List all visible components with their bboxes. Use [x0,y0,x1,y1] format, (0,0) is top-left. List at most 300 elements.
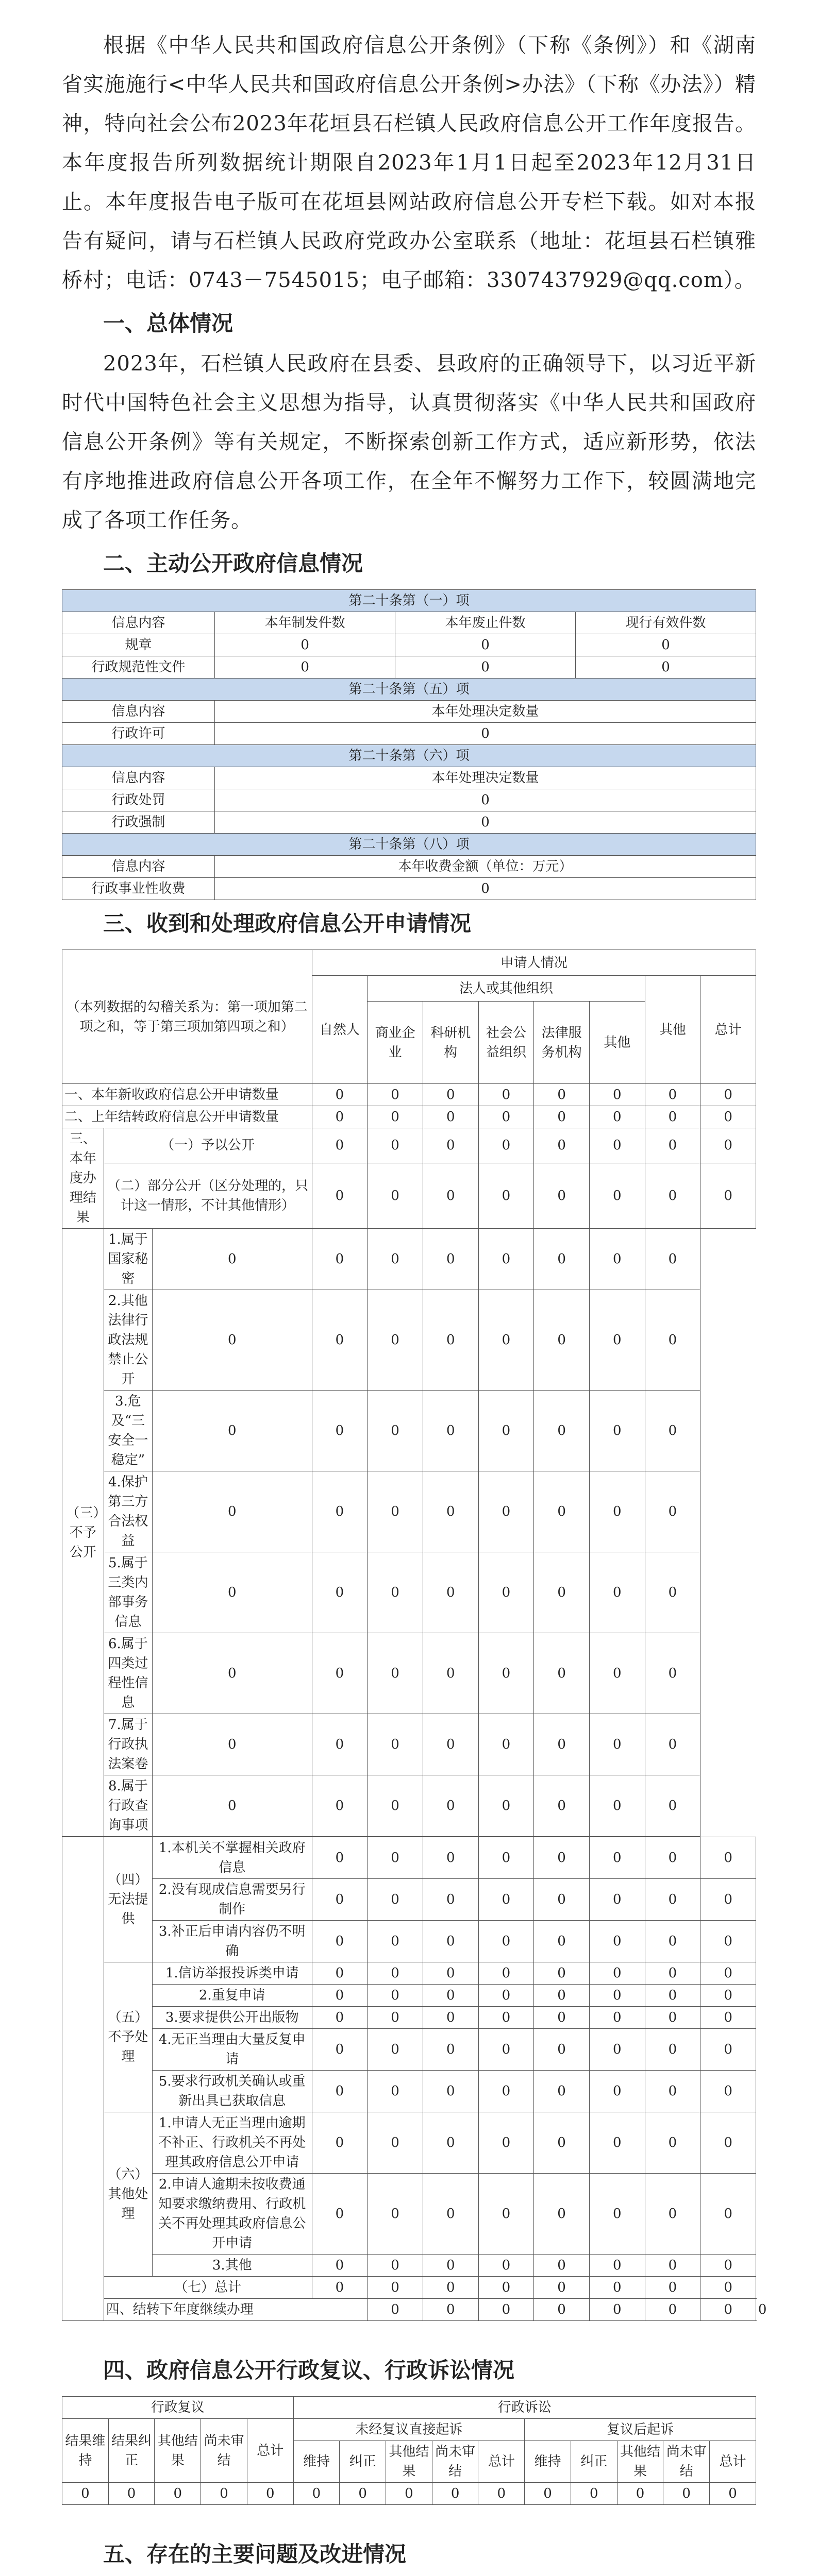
table-row [62,2007,756,2029]
table-cell: 0 [368,1128,423,1163]
table-row [62,1633,756,1714]
table-cell: 0 [589,2071,645,2112]
table-cell: 0 [645,1633,700,1714]
table-cell: 0 [645,2029,700,2071]
row-label: 2.申请人逾期未按收费通知要求缴纳费用、行政机关不再处理其政府信息公开申请 [152,2174,312,2255]
table-cell: 0 [534,1633,590,1714]
table-cell: 0 [152,1552,312,1633]
table-cell: 0 [645,1163,700,1228]
table-cell: 0 [589,1879,645,1921]
table-cell: 0 [645,2112,700,2174]
table-cell: 0 [312,2174,368,2255]
table-cell: 0 [368,1714,423,1775]
table-cell: 0 [589,1921,645,1962]
table-cell: 0 [312,1229,368,1290]
table-cell: 0 [423,1391,478,1471]
review-col: 尚未审结 [201,2419,247,2483]
table-cell: 0 [478,2483,525,2505]
table-cell: 0 [645,1775,700,1837]
table-cell: 0 [534,2029,590,2071]
section-5-title: 五、存在的主要问题及改进情况 [103,2541,407,2567]
col-other-sub: 其他 [589,1002,645,1084]
table-cell: 0 [589,2255,645,2277]
table-cell: 0 [645,1084,700,1106]
table-cell: 0 [152,1471,312,1552]
table-row [62,1128,756,1163]
table-cell: 0 [576,634,756,656]
table-cell: 0 [617,2483,663,2505]
table-cell: 0 [534,1837,590,1879]
row-label: 1.属于国家秘密 [104,1229,152,1290]
table-row [62,2174,756,2255]
table-cell: 0 [478,1552,534,1633]
litigation-header: 行政诉讼 [293,2397,756,2419]
table-row [62,2277,756,2299]
table-cell: 0 [534,1962,590,1985]
table-cell: 0 [700,1879,756,1921]
table-cell: 0 [700,1985,756,2007]
table-cell: 0 [395,656,576,679]
table-cell: 0 [478,1084,534,1106]
table-cell: 行政处罚 [62,789,215,811]
litigation-col: 尚未审结 [432,2441,478,2483]
table-cell: 0 [368,2174,423,2255]
table-cell: 0 [589,1962,645,1985]
col-other: 其他 [645,976,700,1084]
row-label: 3.其他 [152,2255,312,2277]
table-row [62,2112,756,2174]
header-cell: 现行有效件数 [576,612,756,634]
table-cell: 0 [368,2007,423,2029]
table-row [62,1921,756,1962]
row-label: 1.申请人无正当理由逾期不补正、行政机关不再处理其政府信息公开申请 [152,2112,312,2174]
header-cell: 信息内容 [62,767,215,789]
table-cell: 0 [152,1633,312,1714]
table-cell: 0 [478,1837,534,1879]
table-cell: 0 [368,1163,423,1228]
row-label: 3.补正后申请内容仍不明确 [152,1921,312,1962]
intro-paragraph: 根据《中华人民共和国政府信息公开条例》（下称《条例》）和《湖南省实施施行<中华人民共和国政府信息公开条例>办法》（下称《办法》）精神，特向社会公布2023年花垣县石栏镇人民政府信息公开工作年度报告。本年度报告所列数据统计期限自2023年1月1日起至2023年12月31日止。本年度报告电子版可在花垣县网站政府信息公开专栏下载。如对本报告有疑问，请与石栏镇人民政府党政办公室联系（地址：花垣县石栏镇雅桥村；电话：0743－7545015；电子邮箱：3307437929@qq.com）。 [62,33,756,292]
row-label: 1.本机关不掌握相关政府信息 [152,1837,312,1879]
table-cell: 0 [312,1128,368,1163]
table-cell: 0 [155,2483,201,2505]
table-cell: 0 [368,1775,423,1837]
table-cell: 0 [700,1837,756,1879]
table-cell: 0 [478,1879,534,1921]
table-cell: 0 [312,2277,368,2299]
table-cell: 0 [478,1163,534,1228]
table-cell: 0 [534,1084,590,1106]
col-research: 科研机构 [423,1002,478,1084]
table-cell: 0 [312,1084,368,1106]
table-row [62,1229,756,1290]
table-cell: 0 [645,1552,700,1633]
table-cell: 0 [478,1985,534,2007]
section-3-title: 三、收到和处理政府信息公开申请情况 [103,911,472,936]
table-cell: 0 [645,2299,700,2321]
table-cell: 0 [534,1391,590,1471]
table-row [62,1837,756,1879]
row-label: （一）予以公开 [104,1128,312,1163]
table-cell: 0 [423,1084,478,1106]
table-cell: 0 [423,1985,478,2007]
table-cell: 0 [423,1229,478,1290]
table-cell: 0 [534,1714,590,1775]
table-row [62,1985,756,2007]
table-cell: 0 [368,1962,423,1985]
table-cell: 0 [312,1163,368,1228]
table-cell: 0 [700,1106,756,1128]
table-cell: 0 [534,2277,590,2299]
table-cell: 0 [340,2483,386,2505]
table-cell: 0 [368,1633,423,1714]
table-cell: 0 [312,1775,368,1837]
table-cell: 0 [247,2483,293,2505]
table-row [62,2299,756,2321]
litigation-col: 其他结果 [386,2441,432,2483]
table-cell: 0 [576,656,756,679]
table-row [62,1962,756,1985]
table-cell: 0 [368,1229,423,1290]
table-cell: 0 [645,2255,700,2277]
row-label: 1.信访举报投诉类申请 [152,1962,312,1985]
table-cell: 0 [368,2071,423,2112]
row-label: 4.无正当理由大量反复申请 [152,2029,312,2071]
application-handling-table-cont [62,1837,767,2321]
review-litigation-table [62,2396,756,2505]
table-cell: 0 [215,811,756,834]
table-cell: 0 [293,2483,340,2505]
table-cell: 0 [589,1163,645,1228]
table-cell: 0 [478,1633,534,1714]
row-label: 7.属于行政执法案卷 [104,1714,152,1775]
table-cell: 0 [534,1163,590,1228]
table-cell: 0 [589,1391,645,1471]
header-cell: 信息内容 [62,701,215,723]
col-total: 总计 [700,976,756,1084]
litigation-col: 总计 [478,2441,525,2483]
applicant-header: 申请人情况 [312,950,756,976]
table-cell: 0 [645,2007,700,2029]
table-cell: 0 [312,2112,368,2174]
row-label: 5.属于三类内部事务信息 [104,1552,152,1633]
section-1-text: 2023年，石栏镇人民政府在县委、县政府的正确领导下，以习近平新时代中国特色社会主义思想为指导，认真贯彻落实《中华人民共和国政府信息公开条例》等有关规定，不断探索创新工作方式，适应新形势，依法有序地推进政府信息公开各项工作，在全年不懈努力工作下，较圆满地完成了各项工作任务。 [62,352,756,532]
row-group-spacer [62,1837,104,2321]
table-cell: 0 [700,1962,756,1985]
table-cell: 0 [645,1962,700,1985]
table-cell: 行政强制 [62,811,215,834]
table-cell: 0 [215,723,756,745]
table-cell: 0 [312,2029,368,2071]
table-cell: 0 [423,2277,478,2299]
table-cell: 0 [423,1775,478,1837]
row-group-label: 三、本年度办理结果 [62,1128,104,1229]
table-cell: 0 [710,2483,756,2505]
row-group-label: （四）无法提供 [104,1837,152,1962]
table-cell: 0 [423,1837,478,1879]
table-cell: 0 [423,1633,478,1714]
litigation-col: 纠正 [340,2441,386,2483]
table-cell: 0 [645,1471,700,1552]
header-cell: 本年收费金额（单位：万元） [215,856,756,878]
table-cell: 0 [589,1229,645,1290]
table-cell: 0 [152,1391,312,1471]
review-header: 行政复议 [62,2397,294,2419]
table-cell: 0 [700,2029,756,2071]
table-cell: 0 [368,2255,423,2277]
table-cell: 0 [432,2483,478,2505]
table-cell: 0 [368,1084,423,1106]
table-cell: 0 [368,1391,423,1471]
table-cell: 行政许可 [62,723,215,745]
table-cell: 0 [663,2483,710,2505]
table-cell: 0 [645,1879,700,1921]
table-row [62,1163,756,1228]
row-label: （二）部分公开（区分处理的，只计这一情形，不计其他情形） [104,1163,312,1228]
table-cell: 0 [312,1106,368,1128]
table-cell: 0 [534,1229,590,1290]
table-row [62,1290,756,1391]
article-20-5: 第二十条第（五）项 [62,679,756,701]
table-cell: 0 [423,2255,478,2277]
table-cell: 0 [478,2255,534,2277]
table-cell: 0 [534,2007,590,2029]
table-cell: 0 [368,1290,423,1391]
table-cell: 0 [108,2483,155,2505]
table-row [62,2071,756,2112]
table-cell: 0 [423,2029,478,2071]
table-cell: 0 [423,1921,478,1962]
row-label: 二、上年结转政府信息公开申请数量 [62,1106,312,1128]
table-cell: 0 [312,1471,368,1552]
table-cell: 0 [478,1106,534,1128]
table-cell: 0 [423,2112,478,2174]
table-cell: 0 [700,2255,756,2277]
col-legal: 法人或其他组织 [368,976,645,1002]
table-cell: 0 [312,2255,368,2277]
table-cell: 0 [395,634,576,656]
table-cell: 0 [534,1471,590,1552]
table-cell: 0 [215,656,395,679]
table-cell: 0 [423,2299,478,2321]
table-cell: 0 [201,2483,247,2505]
table-cell: 0 [645,2277,700,2299]
table-cell: 0 [368,1471,423,1552]
table-cell: 0 [368,2112,423,2174]
table-cell: 0 [534,1290,590,1391]
row-label: 8.属于行政查询事项 [104,1775,152,1837]
table-cell: 0 [368,2277,423,2299]
table-cell: 0 [534,2174,590,2255]
not-reviewed-header: 未经复议直接起诉 [293,2419,525,2441]
table-cell: 0 [152,1775,312,1837]
table-cell: 0 [312,1633,368,1714]
section-1-title: 一、总体情况 [103,311,233,336]
table-cell: 0 [478,2029,534,2071]
litigation-col: 总计 [710,2441,756,2483]
table-cell: 0 [645,2174,700,2255]
header-cell: 信息内容 [62,612,215,634]
table-row [62,1552,756,1633]
table-row [62,1106,756,1128]
table-cell: 0 [478,2112,534,2174]
review-col: 结果维持 [62,2419,109,2483]
table-cell: 0 [700,1084,756,1106]
article-20-8: 第二十条第（八）项 [62,834,756,856]
table-cell: 0 [645,1106,700,1128]
table-cell: 规章 [62,634,215,656]
row-label: 2.没有现成信息需要另行制作 [152,1879,312,1921]
table-cell: 0 [645,1391,700,1471]
table-cell: 0 [645,1290,700,1391]
table-cell: 0 [423,1552,478,1633]
row-group-label: （三）不予公开 [62,1229,104,1837]
proactive-disclosure-table [62,589,756,900]
row-label: （七）总计 [104,2277,312,2299]
table-cell: 0 [368,2029,423,2071]
row-group-label: （五）不予处理 [104,1962,152,2112]
table-cell: 0 [645,1985,700,2007]
review-col: 总计 [247,2419,293,2483]
section-4-title: 四、政府信息公开行政复议、行政诉讼情况 [103,2358,515,2383]
table-cell: 0 [700,1921,756,1962]
table-cell: 0 [534,2299,590,2321]
table-cell: 0 [368,1552,423,1633]
table-cell: 0 [368,1985,423,2007]
row-group-label: （六）其他处理 [104,2112,152,2277]
table-cell: 0 [312,2071,368,2112]
litigation-col: 其他结果 [617,2441,663,2483]
table-cell: 0 [645,2071,700,2112]
review-col: 其他结果 [155,2419,201,2483]
table-cell: 0 [368,1837,423,1879]
col-commercial: 商业企业 [368,1002,423,1084]
table-cell: 0 [368,1106,423,1128]
table-cell: 0 [645,1921,700,1962]
table-cell: 0 [589,1084,645,1106]
row-label: 3.要求提供公开出版物 [152,2007,312,2029]
table-cell: 行政事业性收费 [62,878,215,900]
table-cell: 0 [368,1921,423,1962]
table-cell: 0 [312,1985,368,2007]
header-cell: 本年处理决定数量 [215,767,756,789]
table-cell: 0 [534,2255,590,2277]
table-cell: 0 [478,1921,534,1962]
table-cell: 0 [478,2007,534,2029]
table-cell: 0 [700,1128,756,1163]
table-cell: 0 [525,2483,571,2505]
litigation-col: 纠正 [571,2441,617,2483]
table-cell: 0 [478,2277,534,2299]
table-cell: 0 [423,1106,478,1128]
table-cell: 0 [700,2071,756,2112]
row-label: 2.其他法律行政法规禁止公开 [104,1290,152,1391]
table-cell: 0 [215,878,756,900]
table-cell: 0 [589,1128,645,1163]
table-cell: 0 [312,1552,368,1633]
table-cell: 0 [478,2174,534,2255]
review-col: 结果纠正 [108,2419,155,2483]
table-row [62,1775,756,1837]
table-cell: 0 [152,1714,312,1775]
col-natural: 自然人 [312,976,368,1084]
table-cell: 0 [152,1229,312,1290]
table-cell: 0 [589,1775,645,1837]
table-cell: 0 [534,1775,590,1837]
row-label: 2.重复申请 [152,1985,312,2007]
table-cell: 0 [534,1128,590,1163]
table-cell: 0 [589,1985,645,2007]
table-cell: 0 [312,1391,368,1471]
table-cell: 0 [478,1229,534,1290]
litigation-col: 维持 [293,2441,340,2483]
row-label: 四、结转下年度继续办理 [104,2299,367,2321]
table-cell: 0 [62,2483,109,2505]
table-cell: 0 [423,2007,478,2029]
table-cell: 0 [423,2071,478,2112]
table-row [62,2255,756,2277]
table-cell: 0 [534,1921,590,1962]
table-cell: 0 [423,1128,478,1163]
table-cell: 0 [152,1290,312,1391]
table-cell: 0 [534,1985,590,2007]
table-cell: 0 [312,1290,368,1391]
header-cell: 本年制发件数 [215,612,395,634]
table-row [62,1879,756,1921]
article-20-6: 第二十条第（六）项 [62,745,756,767]
table-row [62,1714,756,1775]
header-cell: 信息内容 [62,856,215,878]
table-cell: 0 [645,1714,700,1775]
table-cell: 0 [312,1837,368,1879]
table-cell: 0 [589,2174,645,2255]
table-cell: 0 [478,1128,534,1163]
after-review-header: 复议后起诉 [525,2419,756,2441]
article-20-1: 第二十条第（一）项 [62,590,756,612]
header-cell: 本年处理决定数量 [215,701,756,723]
table-cell: 0 [478,1391,534,1471]
col-social: 社会公益组织 [478,1002,534,1084]
section-2-title: 二、主动公开政府信息情况 [103,551,363,576]
table-cell: 0 [645,1229,700,1290]
row-label: 4.保护第三方合法权益 [104,1471,152,1552]
table-cell: 0 [478,1290,534,1391]
table-cell: 0 [423,1879,478,1921]
table-row [62,1391,756,1471]
table-cell: 0 [589,2007,645,2029]
table-cell: 0 [589,2029,645,2071]
table-row [62,1084,756,1106]
table-cell: 0 [700,2007,756,2029]
table-cell: 0 [571,2483,617,2505]
table-cell: 0 [215,789,756,811]
table-cell: 0 [215,634,395,656]
table-cell: 0 [478,1775,534,1837]
table-cell: 0 [534,1552,590,1633]
row-label: 3.危及“三安全一稳定” [104,1391,152,1471]
application-handling-table [62,950,756,1837]
table-cell: 0 [312,1962,368,1985]
table-cell: 0 [645,1128,700,1163]
table-cell: 0 [423,2174,478,2255]
row-label: 6.属于四类过程性信息 [104,1633,152,1714]
table-cell: 0 [312,1879,368,1921]
table-cell: 0 [589,2299,645,2321]
table-cell: 0 [478,1714,534,1775]
table-cell: 0 [700,1163,756,1228]
table-row [62,1471,756,1552]
table-cell: 0 [700,2112,756,2174]
